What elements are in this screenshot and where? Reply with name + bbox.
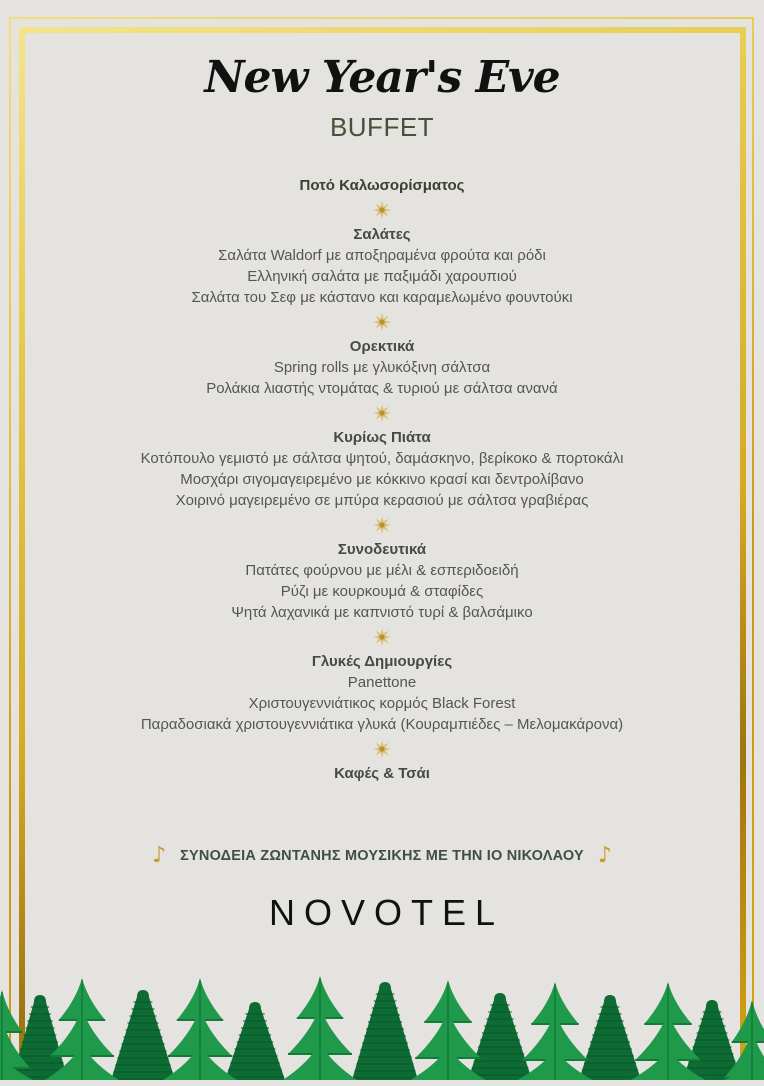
menu-item: Σαλάτα Waldorf με αποξηραμένα φρούτα και ρόδι bbox=[218, 247, 546, 264]
section-heading: Κυρίως Πιάτα bbox=[333, 429, 431, 446]
menu-item: Σαλάτα του Σεφ με κάστανο και καραμελωμένο φουντούκι bbox=[191, 289, 573, 306]
section-desserts bbox=[0, 651, 764, 735]
coffee-tea-heading: Καφές & Τσάι bbox=[334, 765, 430, 782]
christmas-tree bbox=[160, 978, 240, 1080]
christmas-tree bbox=[280, 976, 360, 1080]
title-subtitle: BUFFET bbox=[329, 112, 435, 142]
menu-item: Μοσχάρι σιγομαγειρεμένο με κόκκινο κρασί και δεντρολίβανο bbox=[180, 471, 584, 488]
christmas-tree bbox=[352, 982, 418, 1080]
section-salads bbox=[0, 224, 764, 308]
title-script: New Year's Eve bbox=[204, 52, 560, 103]
section-heading: Συνοδευτικά bbox=[337, 541, 427, 558]
novotel-logo: NOVOTEL bbox=[268, 892, 505, 933]
menu-item: Ρολάκια λιαστής ντομάτας & τυριού με σάλτσα ανανά bbox=[206, 380, 558, 397]
menu-item: Κοτόπουλο γεμιστό με σάλτσα ψητού, δαμάσκηνο, βερίκοκο & πορτοκάλι bbox=[140, 450, 624, 467]
christmas-tree bbox=[225, 1002, 285, 1080]
section-heading: Ορεκτικά bbox=[349, 338, 415, 355]
menu-item: Πατάτες φούρνου με μέλι & εσπεριδοειδή bbox=[245, 562, 519, 579]
live-music-text: ΣΥΝΟΔΕΙΑ ΖΩΝΤΑΝΗΣ ΜΟΥΣΙΚΗΣ ΜΕ ΤΗΝ ΙΟ ΝΙΚΟΛΑΟΥ bbox=[180, 848, 584, 864]
menu bbox=[0, 175, 764, 784]
section-main-courses bbox=[0, 427, 764, 511]
menu-item: Ελληνική σαλάτα με παξιμάδι χαρουπιού bbox=[247, 268, 517, 285]
snowflake-icon bbox=[0, 623, 764, 651]
menu-item: Χριστουγεννιάτικος κορμός Black Forest bbox=[248, 695, 516, 712]
christmas-tree bbox=[579, 995, 641, 1080]
section-heading: Σαλάτες bbox=[353, 226, 411, 243]
menu-item: Ψητά λαχανικά με καπνιστό τυρί & βαλσάμικο bbox=[231, 604, 533, 621]
snowflake-icon bbox=[0, 196, 764, 224]
snowflake-icon bbox=[0, 399, 764, 427]
section-heading: Γλυκές Δημιουργίες bbox=[311, 653, 453, 670]
christmas-tree bbox=[111, 990, 175, 1080]
christmas-trees-decoration bbox=[0, 960, 764, 1080]
christmas-tree bbox=[468, 993, 532, 1080]
live-music-banner bbox=[0, 845, 764, 867]
welcome-drink-heading: Ποτό Καλωσορίσματος bbox=[299, 177, 465, 194]
snowflake-icon bbox=[0, 735, 764, 763]
menu-item: Spring rolls με γλυκόξινη σάλτσα bbox=[273, 359, 491, 376]
section-sides bbox=[0, 539, 764, 623]
menu-item: Χοιρινό μαγειρεμένο σε μπύρα κερασιού με σάλτσα γραβιέρας bbox=[175, 492, 589, 509]
menu-item: Παραδοσιακά χριστουγεννιάτικα γλυκά (Κουραμπιέδες – Μελομακάρονα) bbox=[140, 716, 624, 733]
music-note-icon: ♪ bbox=[597, 843, 612, 868]
snowflake-icon bbox=[0, 511, 764, 539]
section-appetizers bbox=[0, 336, 764, 399]
music-note-icon: ♪ bbox=[152, 843, 167, 868]
menu-item: Panettone bbox=[347, 674, 417, 691]
snowflake-icon bbox=[0, 308, 764, 336]
menu-item: Ρύζι με κουρκουμά & σταφίδες bbox=[280, 583, 484, 600]
